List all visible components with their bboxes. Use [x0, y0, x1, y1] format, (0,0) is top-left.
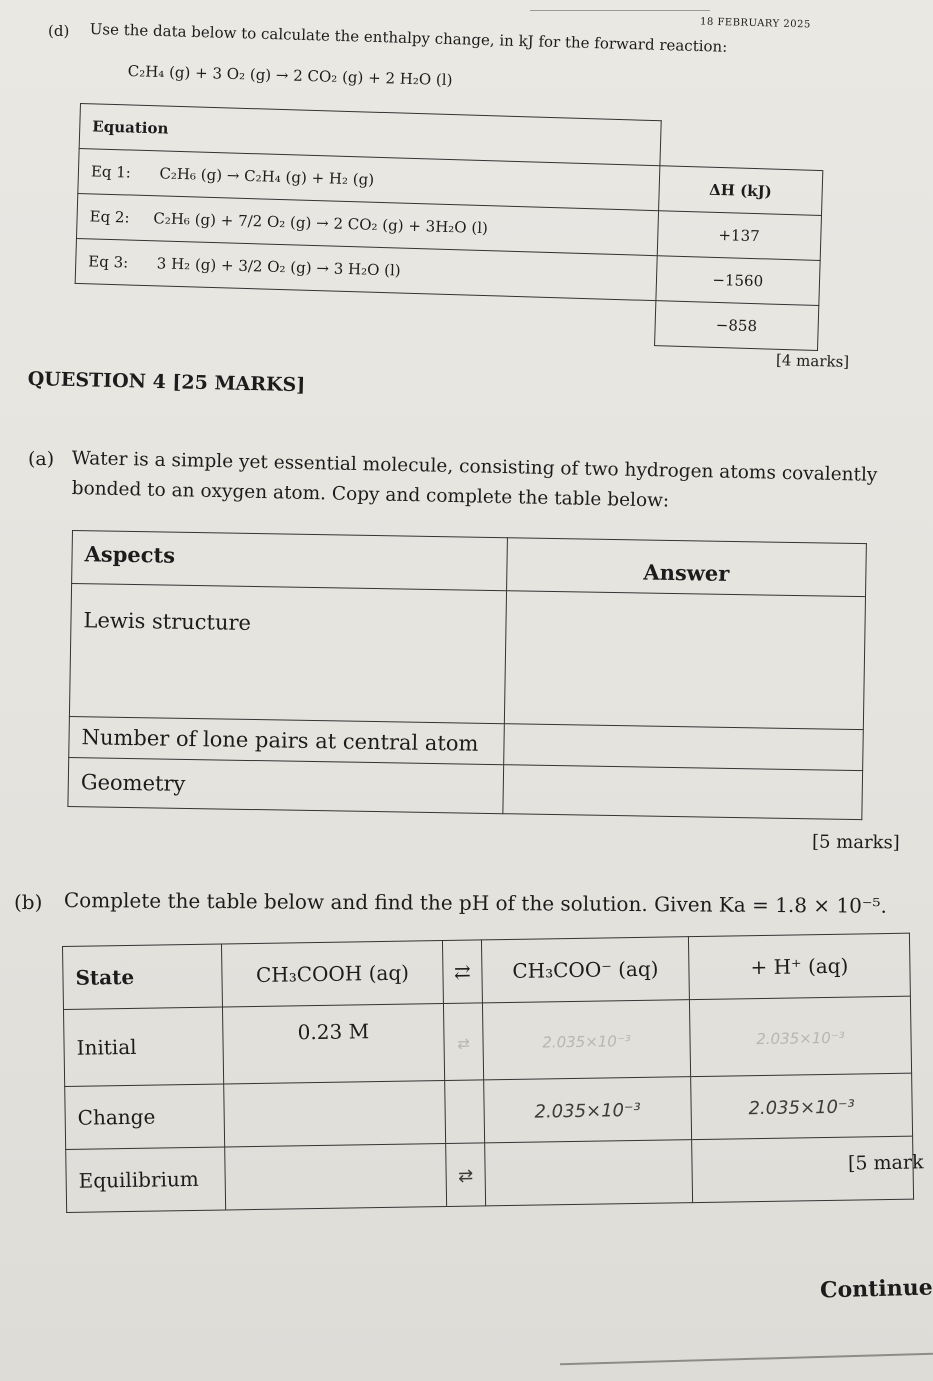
eq-name: Eq 2: [89, 206, 130, 227]
row-change-label: Change [65, 1084, 225, 1149]
aspect-lewis-structure: Lewis structure [69, 584, 506, 724]
dh-value: −1560 [656, 255, 820, 305]
eq-formula: 3 H₂ (g) + 3/2 O₂ (g) → 3 H₂O (l) [156, 253, 401, 280]
part-a-question-line1: Water is a simple yet essential molecule, consisting of two hydrogen atoms covalently [71, 448, 878, 486]
equation-header: Equation [79, 104, 661, 166]
equilibrium-acetate-value [485, 1140, 693, 1206]
answer-cell [504, 591, 865, 730]
handwritten-change-h: 2.035×10⁻³ [748, 1096, 855, 1120]
change-arrow-cell [445, 1080, 485, 1144]
ice-table [62, 933, 914, 1213]
equilibrium-acid-value [225, 1143, 447, 1209]
eq-name: Eq 3: [88, 251, 129, 271]
part-b-marks: [5 mark [847, 1151, 924, 1175]
row-equilibrium-label: Equilibrium [66, 1147, 226, 1212]
answer-header: Answer [507, 538, 867, 597]
row-initial-label: Initial [63, 1007, 223, 1086]
part-a-marks: [5 marks] [811, 831, 900, 854]
part-b-question: Complete the table below and find the pH of the solution. Given Ka = 1.8 × 10⁻⁵. [63, 888, 887, 918]
handwritten-initial-h: 2.035×10⁻³ [756, 1028, 845, 1049]
question-4-title: QUESTION 4 [25 MARKS] [27, 368, 306, 397]
dh-value: +137 [657, 210, 821, 260]
change-acid-value [224, 1081, 446, 1147]
handwritten-change-acetate: 2.035×10⁻³ [534, 1099, 641, 1123]
answer-cell [504, 724, 864, 771]
part-b-label: (b) [14, 890, 43, 914]
aspects-header: Aspects [72, 531, 508, 591]
initial-acid-value: 0.23 M [222, 1004, 444, 1084]
exam-date: 18 FEBRUARY 2025 [699, 16, 811, 31]
target-reaction: C₂H₄ (g) + 3 O₂ (g) → 2 CO₂ (g) + 2 H₂O (l) [127, 62, 453, 90]
eq-name: Eq 1: [90, 161, 132, 182]
handwritten-arrow: ⇄ [457, 1165, 474, 1187]
page-edge-line [530, 10, 710, 11]
acid-header: CH₃COOH (aq) [221, 941, 443, 1007]
water-aspects-table [67, 530, 866, 820]
equilibrium-arrow: ⇄ [442, 940, 482, 1004]
part-d-marks: [4 marks] [775, 351, 850, 371]
part-a-label: (a) [28, 448, 55, 470]
part-a-question-line2: bonded to an oxygen atom. Copy and complete the table below: [71, 478, 670, 512]
footer-rule [560, 1353, 933, 1365]
eq-formula: C₂H₆ (g) + 7/2 O₂ (g) → 2 CO₂ (g) + 3H₂O (l) [153, 208, 489, 237]
part-d-question: Use the data below to calculate the enthalpy change, in kJ for the forward reaction: [89, 20, 728, 56]
answer-cell [503, 765, 863, 820]
handwritten-arrow: ⇄ [457, 1034, 471, 1053]
acetate-header: CH₃COO⁻ (aq) [481, 937, 689, 1003]
eq-formula: C₂H₆ (g) → C₂H₄ (g) + H₂ (g) [159, 163, 375, 189]
enthalpy-data-table [73, 103, 824, 350]
continue-label: Continue [819, 1274, 933, 1304]
dh-header: ΔH (kJ) [659, 165, 823, 215]
aspect-lone-pairs: Number of lone pairs at central atom [69, 716, 505, 764]
hydrogen-ion-header: + H⁺ (aq) [688, 933, 910, 999]
part-d-label: (d) [48, 22, 70, 40]
handwritten-initial-acetate: 2.035×10⁻³ [542, 1032, 631, 1052]
dh-value: −858 [655, 300, 819, 350]
aspect-geometry: Geometry [68, 757, 504, 813]
state-header: State [63, 944, 223, 1009]
